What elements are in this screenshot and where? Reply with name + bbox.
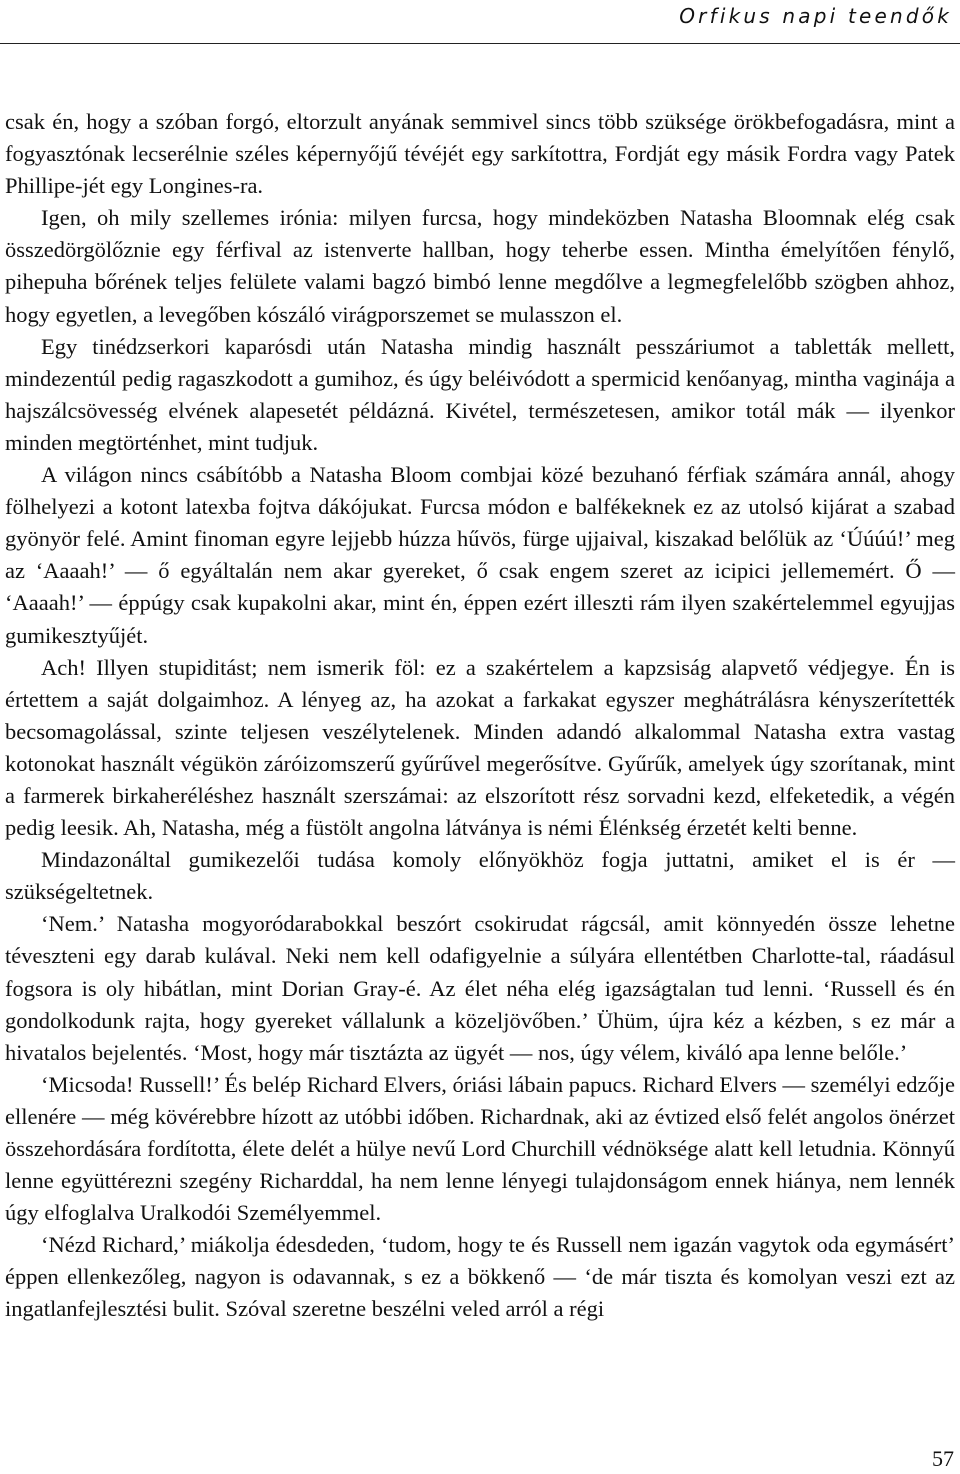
paragraph: Igen, oh mily szellemes irónia: milyen furcsa, hogy mindeközben Natasha Bloomnak elég csak összedörgölőznie egy férfival az istenverte hallban, hogy teherbe essen. Mintha émelyítően fénylő, pihepuha bőrének teljes felülete valami bagzó bimbó lenne megdőlve a legmegfelelőbb szögben ahhoz, hogy egyetlen, a levegőben kószáló virágporszemet se mulasszon el. — [5, 205, 955, 327]
page-number: 57 — [932, 1446, 954, 1471]
paragraph-continued: csak én, hogy a szóban forgó, eltorzult anyának semmivel sincs több szüksége örökbefogadásra, mint a fogyasztónak lecserélnie széles képernyőjű tévéjét egy sarkítottra, Fordját egy másik Fordra vagy Patek Phillipe-jét egy Longines-ra. — [5, 109, 955, 199]
body-text — [5, 106, 955, 1326]
paragraph: Egy tinédzserkori kaparósdi után Natasha mindig használt pesszáriumot a tabletták mellett, mindezentúl pedig ragaszkodott a gumihoz, és úgy beléivódott a spermicid kenőanyag, mintha vaginája a hajszálcsövesség elvének alapesetét példázná. Kivétel, természetesen, amikor totál mák — ilyenkor minden megtörténhet, mint tudjuk. — [5, 333, 955, 455]
paragraph: Mindazonáltal gumikezelői tudása komoly előnyökhöz fogja juttatni, amiket el is ér — szükségeltetnek. — [5, 847, 955, 905]
paragraph: ‘Nem.’ Natasha mogyoródarabokkal beszórt csokirudat rágcsál, amit könnyedén össze lehetne téveszteni egy darab kulával. Neki nem kell odafigyelnie a súlyára ellentétben Charlotte-tal, ráadásul fogsora is oly hibátlan, mint Dorian Gray-é. Az élet néha elég igazságtalan tud lenni. ‘Russell és én gondolkodunk rajta, hogy gyereket vállalunk a közeljövőben.’ Ühüm, újra kéz a kézben, s ez már a hivatalos bejelentés. ‘Most, hogy már tisztázta az ügyét — nos, úgy vélem, kiváló apa lenne belőle.’ — [5, 911, 955, 1065]
paragraph: A világon nincs csábítóbb a Natasha Bloom combjai közé bezuhanó férfiak számára annál, ahogy fölhelyezi a kotont latexba fojtva dákójukat. Furcsa módon e balfékeknek ez az utolsó kijárat a szabad gyönyör felé. Amint finoman egyre lejjebb húzza hűvös, fürge ujjaival, kiszakad belőlük az ‘Úúúú!’ meg az ‘Aaaah!’ — ő egyáltalán nem akar gyereket, ő csak engem szeret az icipici jellememért. Ő — ‘Aaaah!’ — éppúgy csak kupakolni akar, mint én, éppen ezért illeszti rám ilyen szakértelemmel egyujjas gumikesztyűjét. — [5, 462, 955, 648]
running-header-title: Orfikus napi teendők — [679, 4, 952, 28]
paragraph: ‘Nézd Richard,’ miákolja édesdeden, ‘tudom, hogy te és Russell nem igazán vagytok oda egymásért’ éppen ellenkezőleg, nagyon is odavannak, s ez a bökkenő — ‘de már tiszta és komolyan veszi ezt az ingatlanfejlesztési bulit. Szóval szeretne beszélni veled arról a régi — [5, 1232, 955, 1322]
paragraph: ‘Micsoda! Russell!’ És belép Richard Elvers, óriási lábain papucs. Richard Elvers — személyi edzője ellenére — még kövérebbre hízott az utóbbi időben. Richardnak, aki az évtized első felét angolos önérzet összehordására fordította, élete delét a hülye nevű Lord Churchill védnöksége alatt kell letudnia. Könnyű lenne együttérezni szegény Richarddal, ha nem lenne lényegi tulajdonságom ennek hiánya, nem lennék úgy elfoglalva Uralkodói Személyemmel. — [5, 1071, 955, 1226]
paragraph: Ach! Illyen stupiditást; nem ismerik föl: ez a szakértelem a kapzsiság alapvető védjegye. Én is értettem a saját dolgaimhoz. A lényeg az, ha azokat a farkakat egyszer meghátrálásra kényszerítették becsomagolással, szinte teljesen veszélytelenek. Minden adandó alkalommal Natasha extra vastag kotonokat használt végükön záróizomszerű gyűrűvel megerősítve. Gyűrűk, amelyek úgy szorítanak, mint a farmerek birkaheréléshez használt szerszámai: az elszorított rész sorvadni kezd, elfeketedik, a végén pedig leesik. Ah, Natasha, még a füstölt angolna látványa is némi Élénkség érzetét kelti benne. — [5, 654, 955, 841]
running-header — [0, 0, 960, 44]
